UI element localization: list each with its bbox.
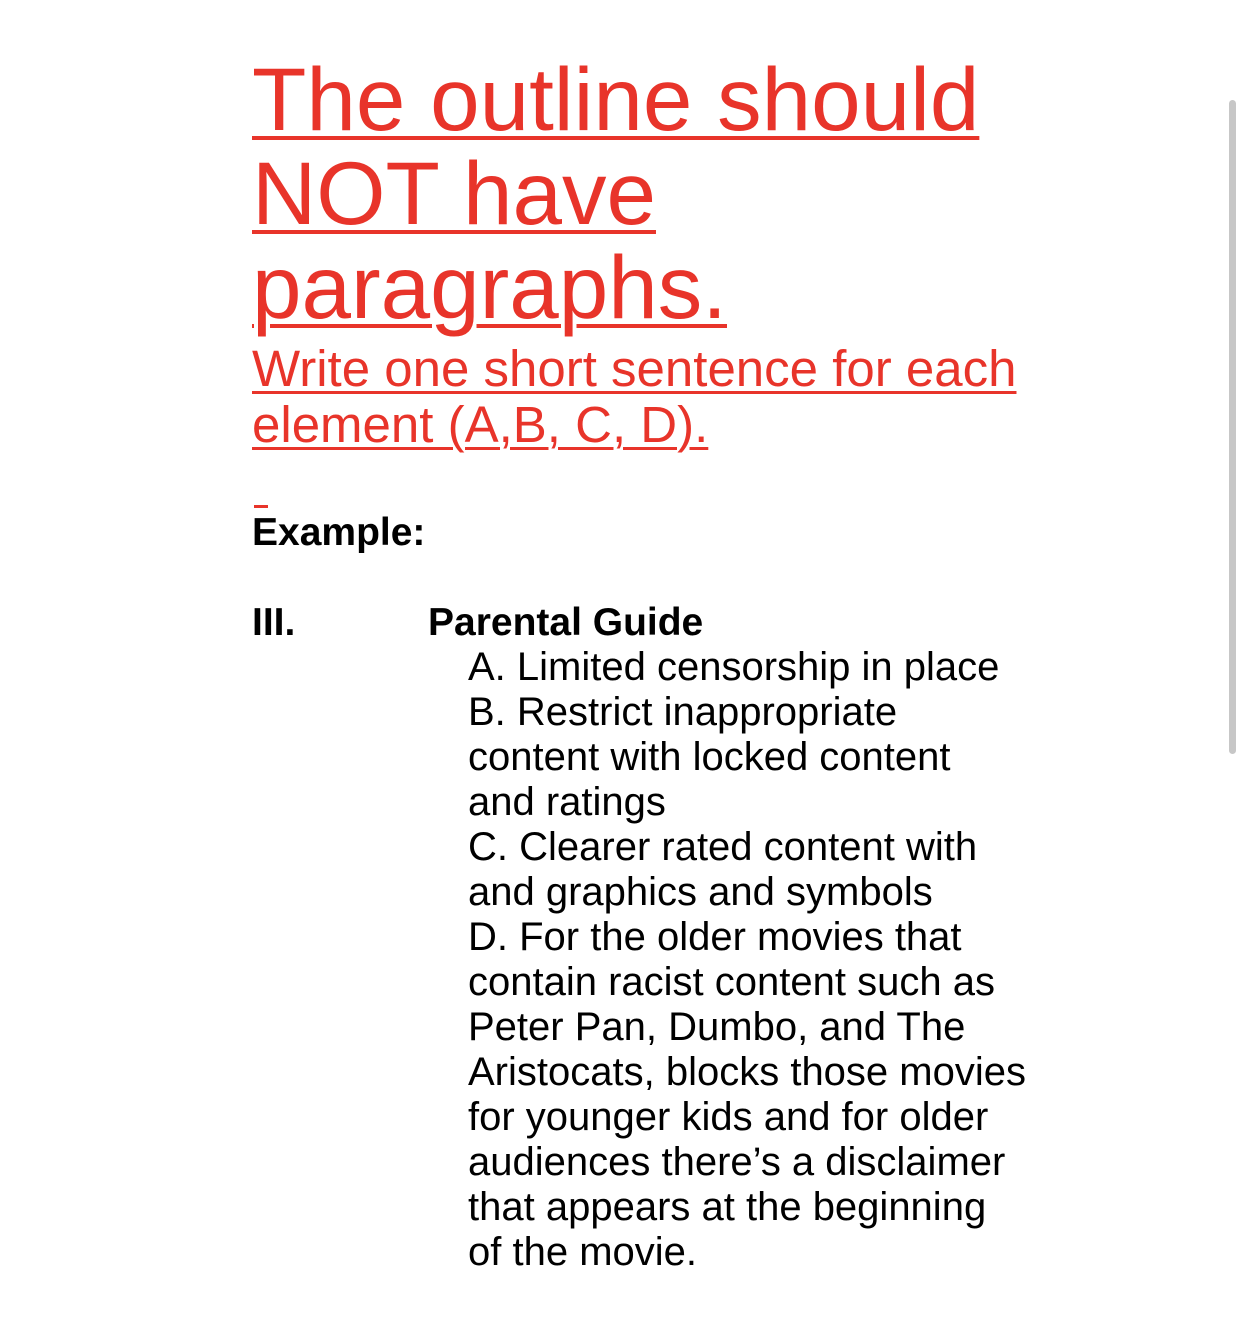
section-number: III. (252, 601, 296, 644)
outline-item-d: D. For the older movies that contain racist content such as Peter Pan, Dumbo, and The Aristocats, blocks those movies for younger kids and for older audiences there’s a disclaimer that appears at the beginning of the movie. (468, 915, 1026, 1274)
outline-items-list (468, 645, 1028, 1275)
outline-item-c: C. Clearer rated content with and graphics and symbols (468, 825, 978, 914)
outline-item-a: A. Limited censorship in place (468, 645, 1000, 689)
outline-instruction-text: Write one short sentence for each element (A,B, C, D). (252, 340, 1017, 453)
section-title: Parental Guide (428, 601, 704, 644)
document-page (252, 0, 1032, 1337)
outline-item-b: B. Restrict inappropriate content with locked content and ratings (468, 690, 951, 824)
scrollbar-thumb[interactable] (1229, 100, 1236, 754)
outline-warning-heading: The outline should NOT have paragraphs. (252, 49, 980, 337)
example-label: Example: (252, 511, 426, 554)
red-underline-mark (254, 505, 268, 508)
